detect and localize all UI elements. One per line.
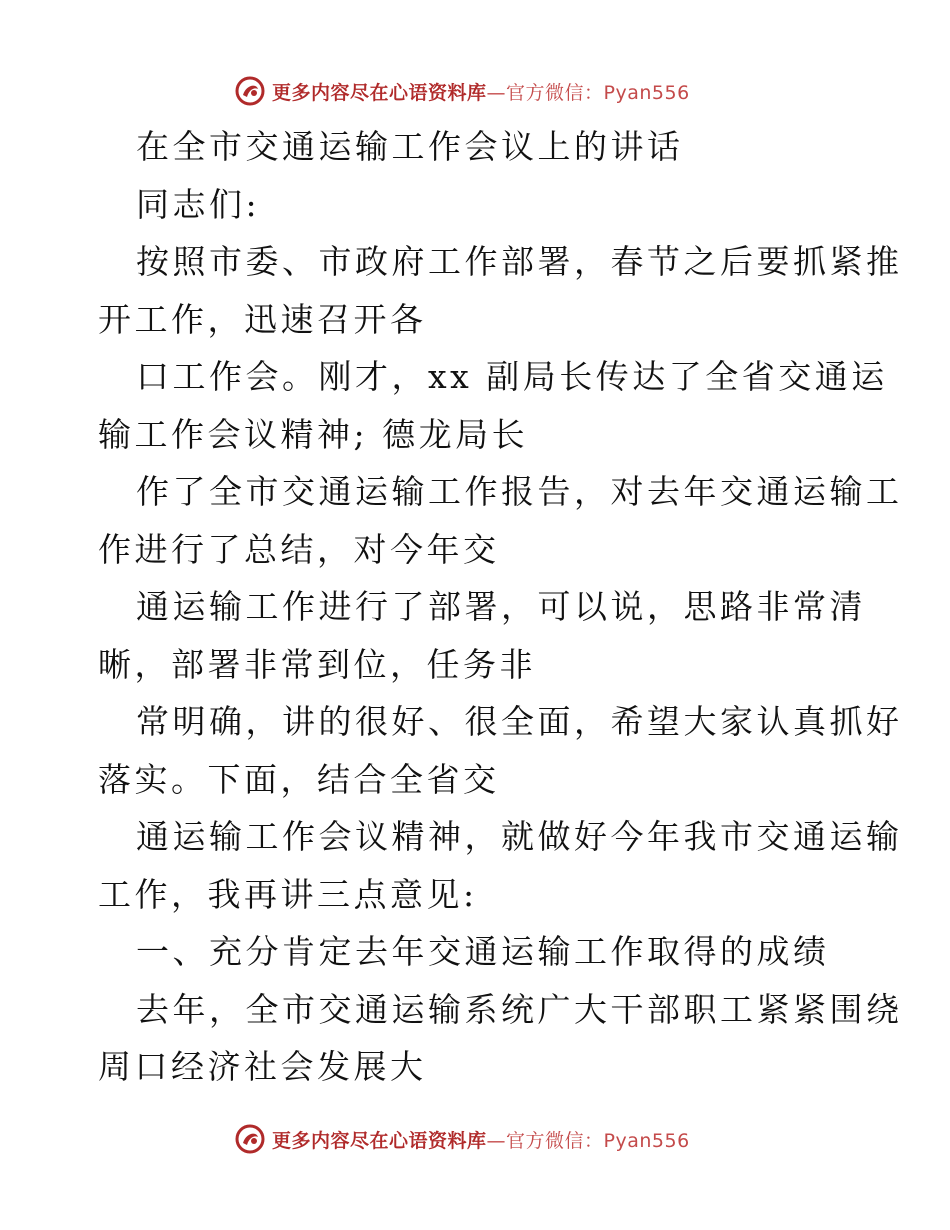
paragraph-line: 口工作会。刚才，xx 副局长传达了全省交通运 [136,357,888,396]
document-body [98,118,903,1096]
red-swirl-logo-icon [234,1123,266,1155]
paragraph-line: 去年，全市交通运输系统广大干部职工紧紧围绕 [136,989,903,1029]
watermark-main-text: 更多内容尽在心语资料库 [272,81,487,104]
watermark-main-text: 更多内容尽在心语资料库 [272,1129,487,1152]
paragraph-line: 晰，部署非常到位，任务非 [98,644,536,684]
paragraph-line: 一、充分肯定去年交通运输工作取得的成绩 [136,932,830,971]
paragraph-line: 作了全市交通运输工作报告，对去年交通运输工 [136,472,903,511]
paragraph-line: 通运输工作会议精神，就做好今年我市交通运输 [136,817,903,856]
paragraph-line: 通运输工作进行了部署，可以说，思路非常清 [136,587,866,626]
watermark-sub-text: —官方微信：Pyan556 [486,81,690,104]
paragraph-line: 按照市委、市政府工作部署，春节之后要抓紧推 [136,242,903,281]
paragraph-line: 工作，我再讲三点意见: [98,874,478,914]
paragraph-line: 周口经济社会发展大 [98,1047,427,1086]
paragraph-line: 开工作，迅速召开各 [98,299,427,339]
paragraph-line: 在全市交通运输工作会议上的讲话 [136,127,684,166]
footer-watermark [234,1121,690,1157]
paragraph-line: 常明确，讲的很好、很全面，希望大家认真抓好 [136,702,903,741]
paragraph-line: 落实。下面，结合全省交 [98,759,500,799]
watermark-sub-text: —官方微信：Pyan556 [486,1129,690,1152]
paragraph-line: 同志们: [136,184,261,224]
header-watermark [234,73,690,109]
red-swirl-logo-icon [234,75,266,107]
paragraph-line: 作进行了总结，对今年交 [98,529,500,569]
paragraph-line: 输工作会议精神; 德龙局长 [98,414,529,454]
